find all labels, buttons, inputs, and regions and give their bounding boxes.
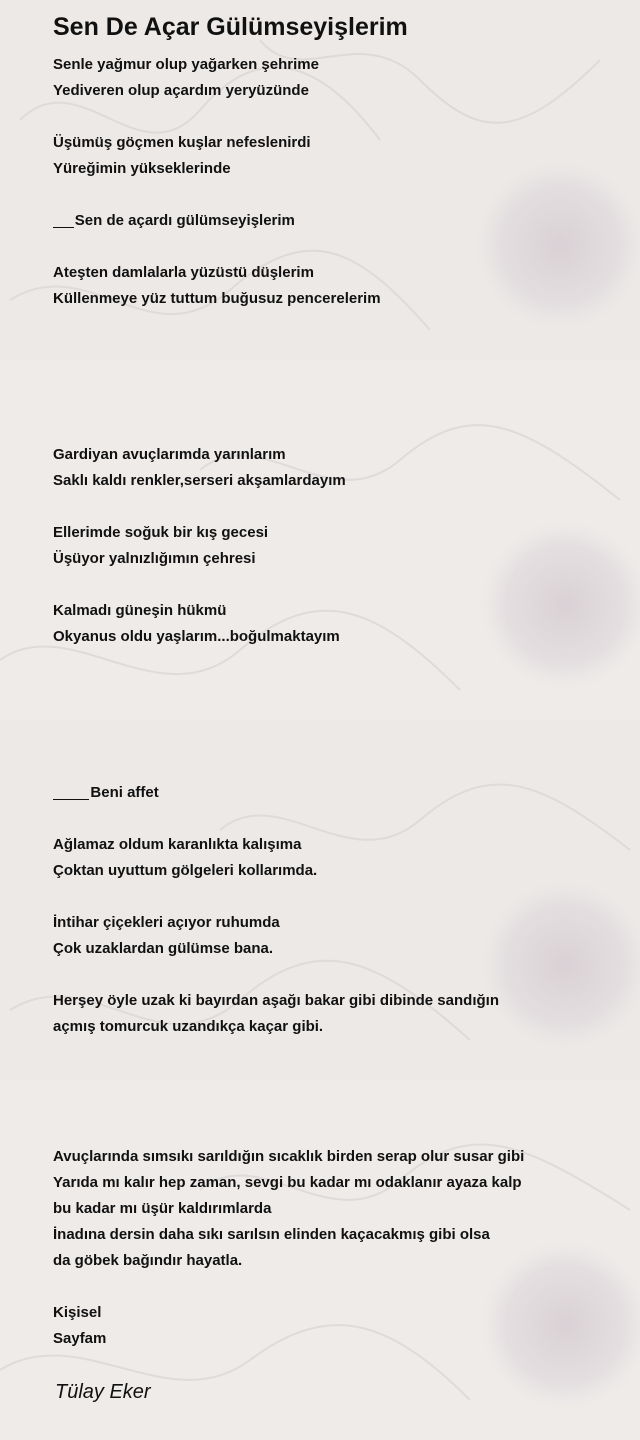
stanza-gap — [53, 182, 613, 208]
poem-body — [53, 52, 613, 1352]
poem-title: Sen De Açar Gülümseyişlerim — [53, 13, 408, 41]
poem-line: İnadına dersin daha sıkı sarılsın elinden kaçacakmış gibi olsa — [53, 1226, 490, 1243]
poem-line: da göbek bağındır hayatla. — [53, 1252, 243, 1269]
poem-line-text: Sen de açardı gülümseyişlerim — [74, 212, 295, 229]
poem-line: Yüreğimin yükseklerinde — [53, 160, 231, 177]
poem-line: Üşüyor yalnızlığımın çehresi — [53, 550, 256, 567]
stanza-gap — [53, 1118, 613, 1144]
stanza-gap — [53, 962, 613, 988]
stanza-gap — [53, 754, 613, 780]
stanza-gap — [53, 494, 613, 520]
poem-line: Çok uzaklardan gülümse bana. — [53, 940, 274, 957]
poem-line: İntihar çiçekleri açıyor ruhumda — [53, 914, 280, 931]
stanza-gap — [53, 806, 613, 832]
poem-line: bu kadar mı üşür kaldırımlarda — [53, 1200, 272, 1217]
poem-line: Sayfam — [53, 1330, 107, 1347]
underline-blank — [53, 783, 89, 800]
stanza-gap — [53, 104, 613, 130]
poem-line-text: Beni affet — [90, 784, 159, 801]
stanza-gap — [53, 884, 613, 910]
stanza-gap — [53, 728, 613, 754]
poem-line: Avuçlarında sımsıkı sarıldığın sıcaklık birden serap olur susar gibi — [53, 1148, 525, 1165]
poem-line — [53, 208, 613, 234]
poem-line: Ateşten damlalarla yüzüstü düşlerim — [53, 264, 314, 281]
underline-blank — [53, 211, 74, 228]
poem-line: Ellerimde soğuk bir kış gecesi — [53, 524, 269, 541]
stanza-gap — [53, 338, 613, 364]
stanza-gap — [53, 650, 613, 676]
poem-line: Küllenmeye yüz tuttum buğusuz pencerelerim — [53, 290, 381, 307]
poem-line: Gardiyan avuçlarımda yarınlarım — [53, 446, 286, 463]
poem-line: Senle yağmur olup yağarken şehrime — [53, 56, 319, 73]
poem-line: Okyanus oldu yaşlarım...boğulmaktayım — [53, 628, 340, 645]
stanza-gap — [53, 1066, 613, 1092]
poem-line: Kişisel — [53, 1304, 102, 1321]
stanza-gap — [53, 702, 613, 728]
stanza-gap — [53, 312, 613, 338]
stanza-gap — [53, 572, 613, 598]
stanza-gap — [53, 390, 613, 416]
author-signature: Tülay Eker — [55, 1381, 151, 1403]
poem-line: Çoktan uyuttum gölgeleri kollarımda. — [53, 862, 318, 879]
stanza-gap — [53, 364, 613, 390]
poem-line: Üşümüş göçmen kuşlar nefeslenirdi — [53, 134, 311, 151]
poem-line: Herşey öyle uzak ki bayırdan aşağı bakar gibi dibinde sandığın — [53, 992, 499, 1009]
poem-line: açmış tomurcuk uzandıkça kaçar gibi. — [53, 1018, 324, 1035]
stanza-gap — [53, 1040, 613, 1066]
stanza-gap — [53, 234, 613, 260]
stanza-gap — [53, 676, 613, 702]
poem-line: Yediveren olup açardım yeryüzünde — [53, 82, 309, 99]
stanza-gap — [53, 416, 613, 442]
stanza-gap — [53, 1274, 613, 1300]
stanza-gap — [53, 1092, 613, 1118]
poem-line: Yarıda mı kalır hep zaman, sevgi bu kadar mı odaklanır ayaza kalp — [53, 1174, 522, 1191]
poem-line: Saklı kaldı renkler,serseri akşamlardayım — [53, 472, 346, 489]
poem-line — [53, 780, 613, 806]
poem-line: Ağlamaz oldum karanlıkta kalışıma — [53, 836, 302, 853]
poem-line: Kalmadı güneşin hükmü — [53, 602, 227, 619]
